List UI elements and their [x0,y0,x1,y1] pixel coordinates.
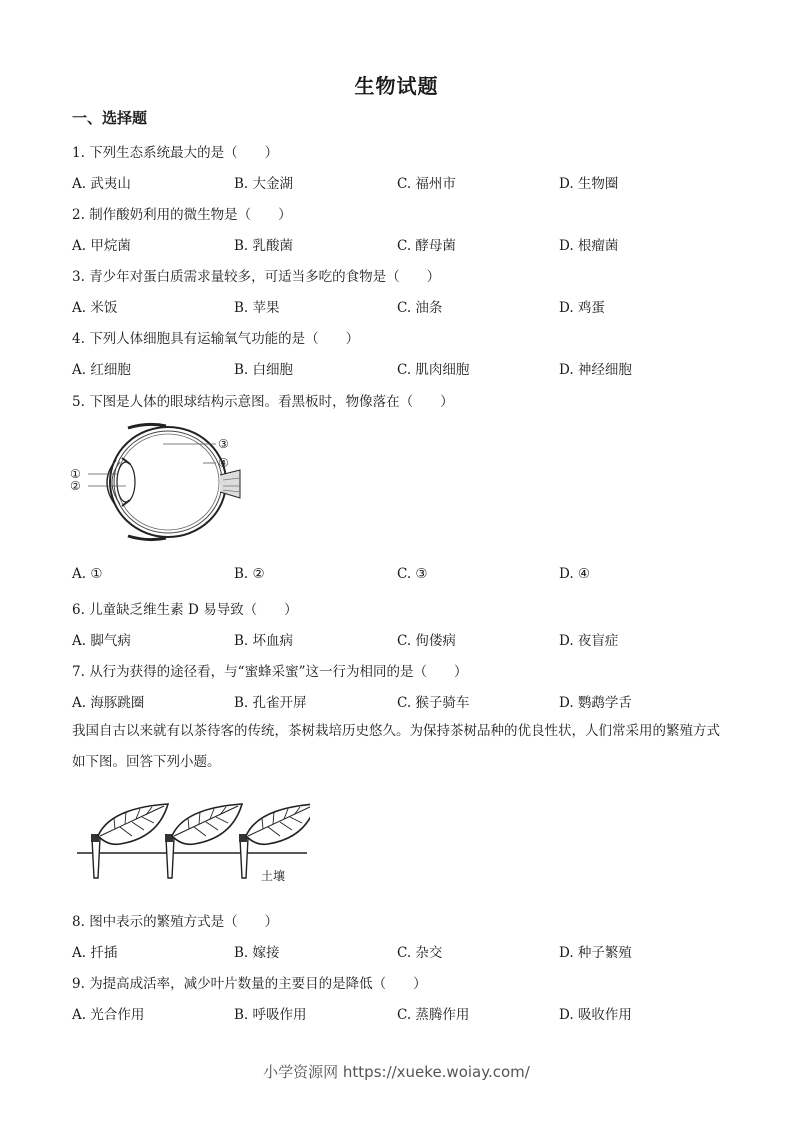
question-3 [72,265,440,285]
option-d: D. 生物圈 [559,176,619,192]
option-c: C. 肌肉细胞 [397,362,470,378]
options-q2 [72,234,752,254]
page-title: 生物试题 [354,74,439,98]
option-a: A. 米饭 [72,300,118,316]
question-number: 6. [72,602,85,618]
question-stem: 青少年对蛋白质需求量较多，可适当多吃的食物是（ ） [89,269,441,285]
options-q4 [72,358,752,378]
eye-label-1: ① [70,467,81,481]
option-b: B. 乳酸菌 [234,238,294,254]
option-b: B. 孔雀开屏 [234,695,307,711]
option-b: B. 呼吸作用 [234,1007,307,1023]
option-a: A. 扦插 [72,945,118,961]
options-q5 [72,566,752,586]
soil-label: 土壤 [261,869,286,883]
options-q6 [72,629,752,649]
question-4 [72,327,359,347]
eye-label-4: ④ [218,456,229,470]
option-b: B. 坏血病 [234,633,294,649]
option-a: A. 脚气病 [72,633,131,649]
question-number: 2. [72,207,85,223]
option-d: D. 鸡蛋 [559,300,605,316]
question-stem: 制作酸奶利用的微生物是（ ） [89,207,292,223]
question-number: 8. [72,914,85,930]
eye-label-3: ③ [218,437,229,451]
option-d: D. 种子繁殖 [559,945,632,961]
reading-passage: 我国自古以来就有以茶待客的传统，茶树栽培历史悠久。为保持茶树品种的优良性状，人们常采用的繁殖方式如下图。回答下列小题。 [72,723,720,770]
question-5 [72,390,454,410]
question-8 [72,910,278,930]
question-number: 7. [72,664,85,680]
option-c: C. 佝偻病 [397,633,456,649]
option-a: A. 甲烷菌 [72,238,131,254]
option-d: D. 神经细胞 [559,362,632,378]
question-stem: 图中表示的繁殖方式是（ ） [89,914,279,930]
options-q3 [72,296,752,316]
watermark-footer: 小学资源网 https://xueke.woiay.com/ [263,1063,530,1081]
question-6 [72,598,298,618]
eye-structure-diagram [68,420,243,545]
question-1 [72,141,278,161]
question-stem: 从行为获得的途径看，与“蜜蜂采蜜”这一行为相同的是（ ） [89,664,468,680]
option-b: B. ② [234,566,265,582]
question-stem: 下图是人体的眼球结构示意图。看黑板时，物像落在（ ） [89,394,454,410]
question-number: 9. [72,976,85,992]
question-number: 4. [72,331,85,347]
question-stem: 为提高成活率，减少叶片数量的主要目的是降低（ ） [89,976,427,992]
option-c: C. 酵母菌 [397,238,456,254]
option-b: B. 大金湖 [234,176,294,192]
question-2 [72,203,292,223]
options-q9 [72,1003,752,1023]
option-d: D. ④ [559,566,591,582]
question-number: 5. [72,394,85,410]
question-stem: 儿童缺乏维生素 D 易导致（ ） [89,602,298,618]
option-d: D. 夜盲症 [559,633,619,649]
option-d: D. 鹦鹉学舌 [559,695,632,711]
option-b: B. 嫁接 [234,945,280,961]
option-c: C. ③ [397,566,428,582]
option-d: D. 根瘤菌 [559,238,619,254]
question-number: 1. [72,145,85,161]
tea-cutting-diagram [75,798,310,888]
eye-label-2: ② [70,479,81,493]
question-9 [72,972,427,992]
option-d: D. 吸收作用 [559,1007,632,1023]
section-heading: 一、选择题 [72,109,148,127]
option-a: A. 光合作用 [72,1007,145,1023]
option-c: C. 福州市 [397,176,456,192]
option-b: B. 苹果 [234,300,280,316]
option-c: C. 杂交 [397,945,443,961]
option-a: A. 海豚跳圈 [72,695,145,711]
option-a: A. 红细胞 [72,362,131,378]
option-b: B. 白细胞 [234,362,294,378]
option-c: C. 蒸腾作用 [397,1007,470,1023]
question-stem: 下列人体细胞具有运输氧气功能的是（ ） [89,331,360,347]
options-q8 [72,941,752,961]
question-stem: 下列生态系统最大的是（ ） [89,145,279,161]
option-c: C. 猴子骑车 [397,695,470,711]
option-a: A. 武夷山 [72,176,131,192]
option-a: A. ① [72,566,103,582]
option-c: C. 油条 [397,300,443,316]
question-7 [72,660,468,680]
options-q7 [72,691,752,711]
options-q1 [72,172,752,192]
question-number: 3. [72,269,85,285]
